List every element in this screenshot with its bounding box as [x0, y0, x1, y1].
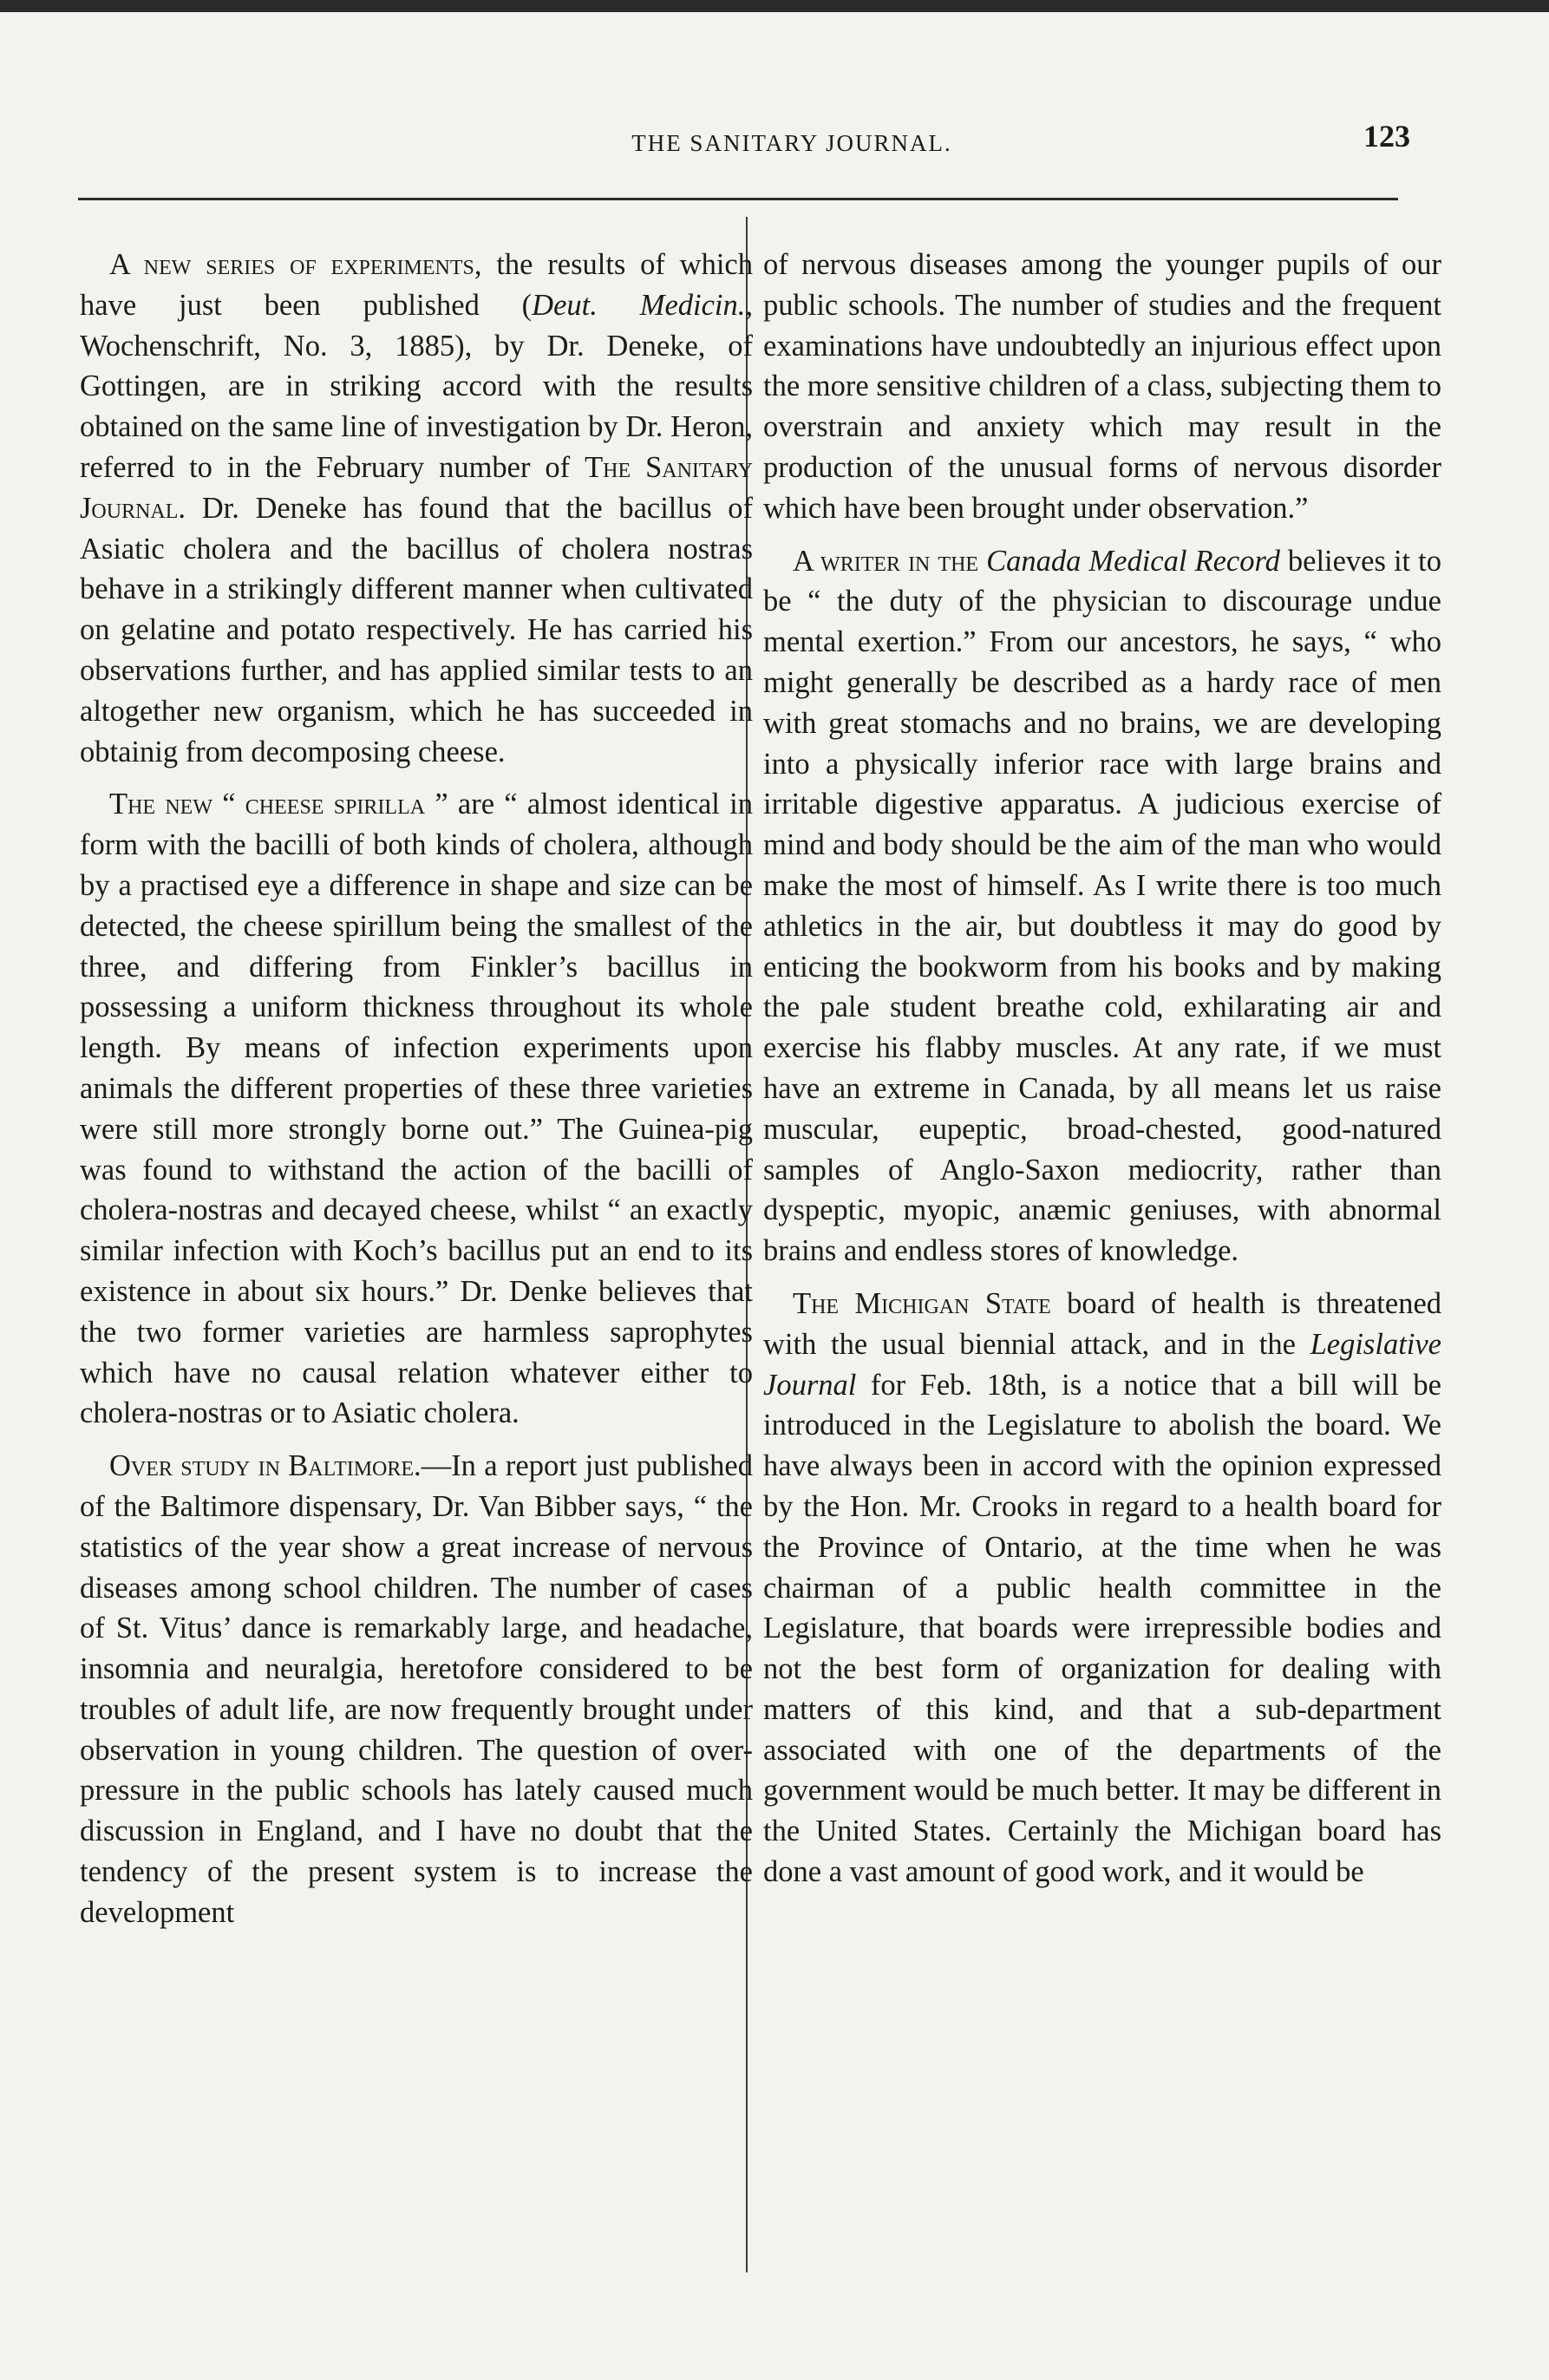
paragraph-text: —In a report just published of the Baltimore dispensary, Dr. Van Bibber says, “ the statistics of the year show a great increase of nervous diseases among school children. The number of cases of St. Vitus’ dance is remarkably large, and headache, insomnia and neuralgia, heretofore considered to be troubles of adult life, are now frequently brought under observation in young children. The question of over-pressure in the public schools has lately caused much discussion in England, and I have no doubt that the tendency of the present system is to increase the development — [80, 1449, 753, 1929]
paragraph-text: Dr. Deneke has found that the bacillus of Asiatic cholera and the bacillus of cholera nostras behave in a strikingly different manner when cultivated on gelatine and potato respectively. He has carried his observations further, and has applied similar tests to an altogether new organism, which he has succeeded in obtainig from decomposing cheese. — [80, 491, 753, 768]
scan-top-edge — [0, 0, 1549, 12]
paragraph-text: believes it to be “ the duty of the physician to discourage undue mental exertion.” From our ancestors, he says, “ who might generally be described as a hardy race of men with great stomachs and no brains, we are developing into a physically inferior race with large brains and irritable digestive apparatus. A judicious exercise of mind and body should be the aim of the man who would make the most of himself. As I write there is too much athletics in the air, but doubtless it may do good by enticing the bookworm from his books and by making the pale student breathe cold, exhilarating air and exercise his flabby muscles. At any rate, if we must have an extreme in Canada, by all means let us raise muscular, eupeptic, broad-chested, good-natured samples of Anglo-Saxon mediocrity, rather than dyspeptic, myopic, anæmic geniuses, with abnormal brains and endless stores of knowledge. — [763, 544, 1441, 1268]
paragraph-text: the results of which have just been published ( — [80, 248, 753, 322]
paragraph-lead: The new “ cheese spirilla ” — [109, 788, 448, 821]
citation: Deut. Medicin., — [532, 288, 753, 322]
header-rule — [78, 198, 1398, 200]
paragraph-text: for Feb. 18th, is a notice that a bill will be introduced in the Legislature to abolish the board. We have always been in accord with the opinion expressed by the Hon. Mr. Crooks in regard to a health board for the Province of Ontario, at the time when he was chairman of a public health committee in the Legislature, that boards were irrepressible bodies and not the best form of organization for dealing with matters of this kind, and that a sub-department associated with one of the departments of the government would be much better. It may be different in the United States. Certainly the Michigan board has done a vast amount of good work, and it would be — [763, 1368, 1441, 1889]
journal-name: Canada Medical Record — [986, 544, 1280, 578]
paragraph-cheese-spirilla — [80, 784, 753, 1434]
paragraph-michigan-board — [763, 1284, 1441, 1893]
right-column — [763, 245, 1441, 1905]
paragraph-over-study — [80, 1446, 753, 1933]
paragraph-text: Wochenschrift, No. 3, 1885), by Dr. Deneke, of Gottingen, are in striking accord with the results obtained on the same line of investigation by Dr. Heron, referred to in the February number of — [80, 329, 753, 484]
paragraph-over-study-continued: of nervous diseases among the younger pupils of our public schools. The number of studies and the frequent examinations have undoubtedly an injurious effect upon the more sensitive children of a class, subjecting them to overstrain and anxiety which may result in the production of the unusual forms of nervous disorder which have been brought under observation.” — [763, 248, 1441, 525]
journal-name: The Sanitary Journal. — [80, 450, 753, 525]
paragraph-lead: A writer in the — [793, 544, 979, 578]
paragraph-new-series — [80, 245, 753, 772]
paragraph-text: are “ almost identical in form with the bacilli of both kinds of cholera, although by a practised eye a difference in shape and size can be detected, the cheese spirillum being the smallest of the three, and differing from Finkler’s bacillus in possessing a uniform thickness throughout its whole length. By means of infection experiments upon animals the different properties of these three varieties were still more strongly borne out.” The Guinea-pig was found to withstand the action of the bacilli of cholera-nostras and decayed cheese, whilst “ an exactly similar infection with Koch’s bacillus put an end to its existence in about six hours.” Dr. Denke believes that the two former varieties are harmless saprophytes which have no causal relation whatever either to cholera-nostras or to Asiatic cholera. — [80, 788, 753, 1430]
left-column — [80, 245, 753, 1945]
running-title: THE SANITARY JOURNAL. — [631, 130, 952, 156]
paragraph-canada-medical-record — [763, 541, 1441, 1272]
paragraph-lead: The Michigan State — [793, 1286, 1051, 1320]
journal-name: Legislative Journal — [763, 1327, 1441, 1402]
page-number: 123 — [1363, 119, 1410, 154]
paragraph-lead: A new series of experiments, — [109, 248, 482, 281]
page-header — [0, 119, 1549, 173]
paragraph-text: board of health is threatened with the usual biennial attack, and in the — [763, 1286, 1442, 1361]
paragraph-lead: Over study in Baltimore. — [109, 1449, 422, 1483]
